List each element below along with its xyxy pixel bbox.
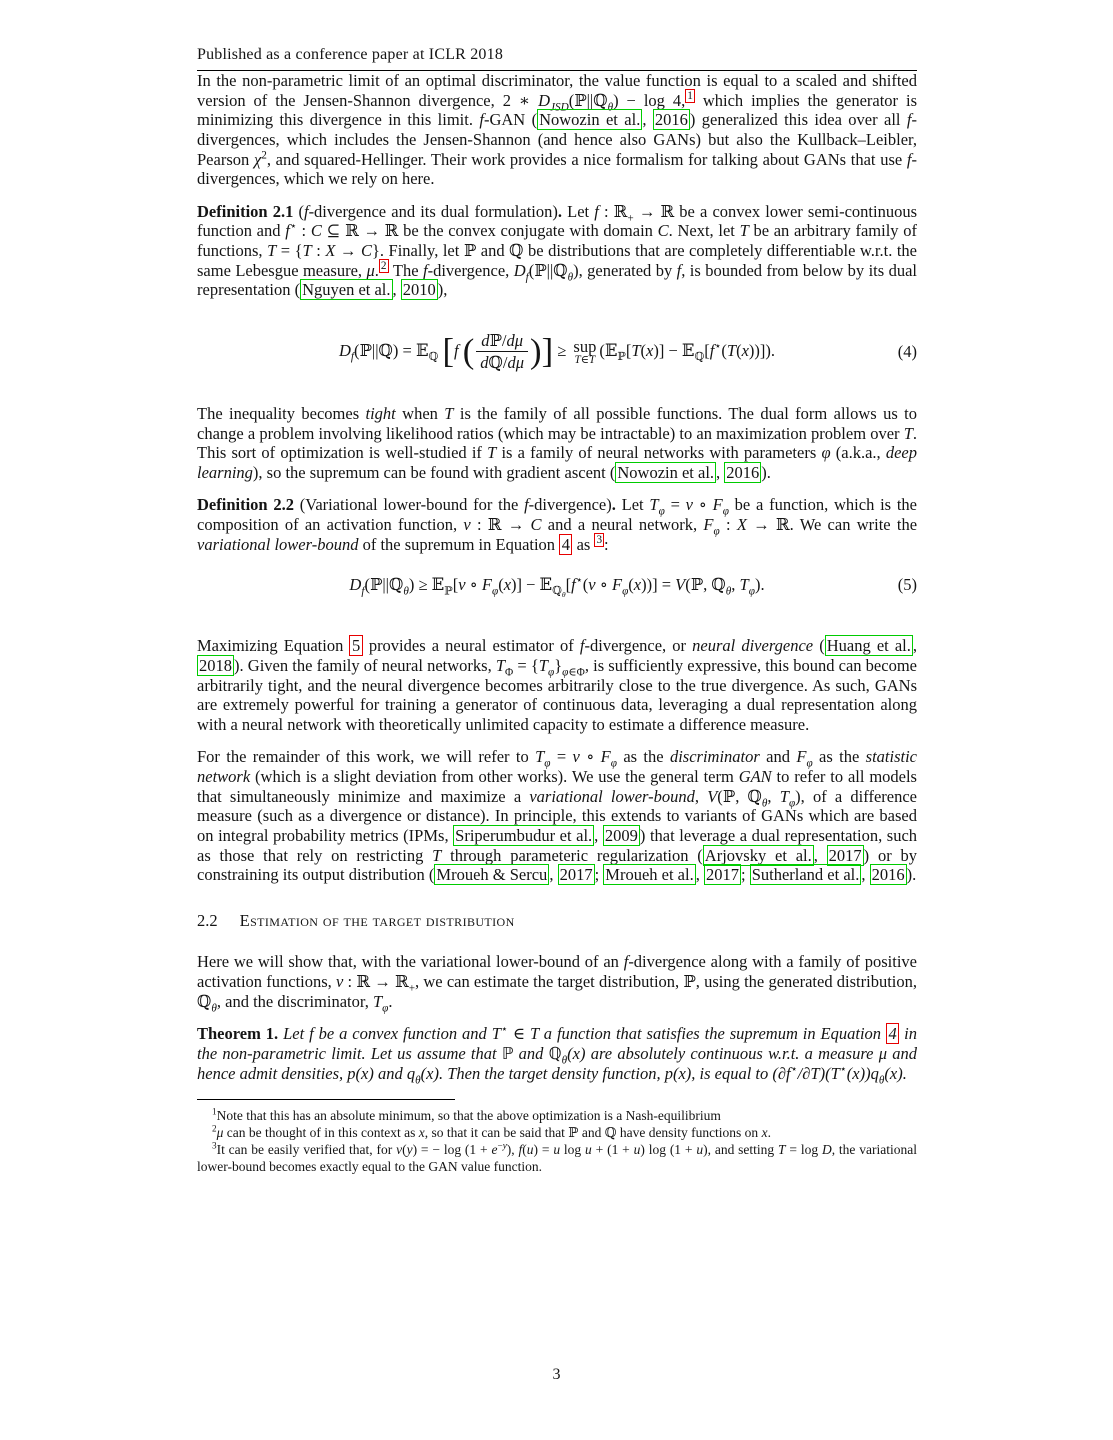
citation[interactable]: Nowozin et al.	[617, 462, 715, 482]
theorem-1: Theorem 1. Let f be a convex function and T⋆ ∈ T a function that satisfies the supremum in Equation 4 in the non-parametric limit. Let us assume that ℙ and ℚ$_\theta$(x) are absolutely continuous w.r.t. a measure μ and hence admit densities, p(x) and $q_\theta(x)$. Then the target density function, p(x), is equal to $(\partial f^⋆/\partial T)(T^⋆(x))q_\theta(x)$.	[197, 1023, 917, 1086]
equation-5	[197, 570, 917, 600]
definition-2-2: Definition 2.2 (Variational lower-bound for the f-divergence). Let $T_\varphi = \nu$ ∘ $F_\varphi$ be a function, which is the composition of an activation function, ν : ℝ → C and a neural network, $F_\varphi$ : X → ℝ. We can write the variational lower-bound of the supremum in Equation 4 as $^3$ :	[197, 495, 918, 554]
citation[interactable]: Mroueh et al.	[605, 865, 694, 885]
equation-5-number: (5)	[897, 575, 917, 595]
equation-5-body: $D_f(ℙ||ℚ_\theta)$ ≥ 𝔼$_ℙ$[ν ∘ $F_\varphi(x)$] − 𝔼$_{ℚ_\theta}$[f⋆(ν ∘ $F_\varphi(x)$)] = V(ℙ, ℚ$_\theta$, $T_\varphi$).	[349, 574, 765, 600]
citation[interactable]: 2017	[828, 845, 862, 865]
equation-4	[197, 324, 917, 380]
citation[interactable]: Sriperumbudur et al.	[455, 825, 593, 845]
section-heading-2-2	[197, 911, 917, 931]
page-number: 3	[552, 1365, 561, 1383]
equation-reference[interactable]: 5	[349, 635, 362, 656]
citation[interactable]: Arjovsky et al.	[704, 845, 812, 865]
footnote-marker-2[interactable]: 2	[380, 260, 387, 273]
citation[interactable]: 2016	[871, 865, 905, 885]
definition-2-1: Definition 2.1 (f-divergence and its dual formulation). Let f : ℝ$_+$ → ℝ be a convex lower semi-continuous function and f⋆ : C ⊆ ℝ → ℝ be the convex conjugate with domain C. Next, let T be an arbitrary family of functions, T = {T : X → C}. Finally, let ℙ and ℚ be distributions that are completely differentiable w.r.t. the same Lebesgue measure, μ. $^2$ The f-divergence, $D_f(ℙ||ℚ_\theta)$, generated by f, is bounded from below by its dual representation ( Nguyen et al. , 2010 ),	[197, 201, 918, 300]
citation[interactable]: 2010	[402, 280, 436, 300]
paragraph-intro: In the non-parametric limit of an optimal discriminator, the value function is equal to a scaled and shifted version of the Jensen-Shannon divergence, 2 ∗ $D_{JSD}(ℙ||ℚ_\theta) - \log 4$, $^1$ which implies the generator is minimizing this divergence in this limit. f-GAN ( Nowozin et al. , 2016 ) generalized this idea over all f-divergences, which includes the Jensen-Shannon (and hence also GANs) but also the Kullback–Leibler, Pearson $\chi^2$, and squared-Hellinger. Their work provides a nice formalism for talking about GANs that use f-divergences, which we rely on here.	[197, 71, 918, 189]
paragraph-here: Here we will show that, with the variational lower-bound of an f-divergence along with a family of positive activation functions, ν : ℝ → ℝ$_+$, we can estimate the target distribution, ℙ, using the generated distribution, ℚ$_\theta$, and the discriminator, $T_\varphi$.	[197, 952, 918, 1014]
citation[interactable]: 2018	[199, 655, 232, 675]
paragraph-inequality: The inequality becomes tight when T is the family of all possible functions. The dual form allows us to change a problem involving likelihood ratios (which may be intractable) to an maximization problem over T. This sort of optimization is well-studied if T is a family of neural networks with parameters φ (a.k.a., deep learning), so the supremum can be found with gradient ascent ( Nowozin et al. , 2016 ).	[197, 403, 917, 482]
paragraph-remainder: For the remainder of this work, we will refer to $T_\varphi = \nu$ ∘ $F_\varphi$ as the discriminator and $F_\varphi$ as the statistic network (which is a slight deviation from other works). We use the general term GAN to refer to all models that simultaneously minimize and maximize a variational lower-bound, V(ℙ, ℚ$_\theta$, $T_\varphi$), of a difference measure (such as a divergence or distance). In principle, this extends to variants of GANs which are based on integral probability metrics (IPMs, Sriperumbudur et al. , 2009 ) that leverage a dual representation, such as those that rely on restricting T through parameteric regularization ( Arjovsky et al. , 2017 ) or by constraining its output distribution ( Mroueh & Sercu , 2017 ; Mroueh et al. , 2017 ; Sutherland et al. , 2016 ).	[197, 747, 918, 885]
equation-4-body: $D_f(ℙ||ℚ)$ = 𝔼$_ℚ$ [f ( $\frac{\text{dℙ/dμ}}{\text{dℚ/dμ}}$ )] ≥ sup T∈T (𝔼$_ℙ$[T(x)] − 𝔼$_ℚ$[f⋆(T(x))]).	[338, 330, 776, 373]
paragraph-maximizing: Maximizing Equation 5 provides a neural estimator of f-divergence, or neural divergence ( Huang et al. , 2018 ). Given the family of neural networks, $T_\Phi = \{T_\varphi\}_{\varphi\in\Phi}$, is sufficiently expressive, this bound can become arbitrarily tight, and the neural divergence becomes arbitrarily close to the true divergence. As such, GANs are extremely powerful for training a generator of continuous data, leveraging a dual representation along with a neural network with theoretically unlimited capacity to estimate a difference measure.	[197, 636, 917, 734]
footnote-3: $^3$It can be easily verified that, for ν(y) = − $\log (1 + e^{-y})$, f(u) = u log u + (1 + u) log (1 + u), and setting T = log D, the variational lower-bound becomes exactly equal to the GAN value function.	[197, 1140, 917, 1175]
citation[interactable]: Nguyen et al.	[302, 280, 391, 300]
equation-reference[interactable]: 4	[886, 1023, 899, 1044]
citation[interactable]: Nowozin et al.	[539, 110, 641, 130]
equation-reference[interactable]: 4	[559, 534, 572, 555]
citation[interactable]: Sutherland et al.	[751, 865, 860, 885]
footnote-1: $^1$Note that this has an absolute minimum, so that the above optimization is a Nash-equilibrium	[212, 1106, 721, 1124]
citation[interactable]: 2016	[726, 462, 760, 482]
footnote-2: $^2$μ can be thought of in this context as x, so that it can be said that ℙ and ℚ have density functions on x.	[212, 1123, 771, 1141]
citation[interactable]: 2017	[705, 865, 739, 885]
citation[interactable]: 2017	[559, 865, 593, 885]
citation[interactable]: 2016	[654, 110, 688, 130]
citation[interactable]: 2009	[604, 825, 638, 845]
section-title: Estimation of the target distribution	[239, 910, 515, 930]
citation[interactable]: Mroueh & Sercu	[436, 865, 548, 885]
footnote-marker-3[interactable]: 3	[596, 534, 603, 547]
footnote-marker-1[interactable]: 1	[687, 90, 693, 103]
footnote-rule	[197, 1099, 455, 1100]
section-number: 2.2	[197, 910, 218, 930]
citation[interactable]: Huang et al.	[826, 636, 911, 656]
equation-4-number: (4)	[897, 342, 917, 362]
running-header: Published as a conference paper at ICLR 2018	[197, 46, 504, 63]
